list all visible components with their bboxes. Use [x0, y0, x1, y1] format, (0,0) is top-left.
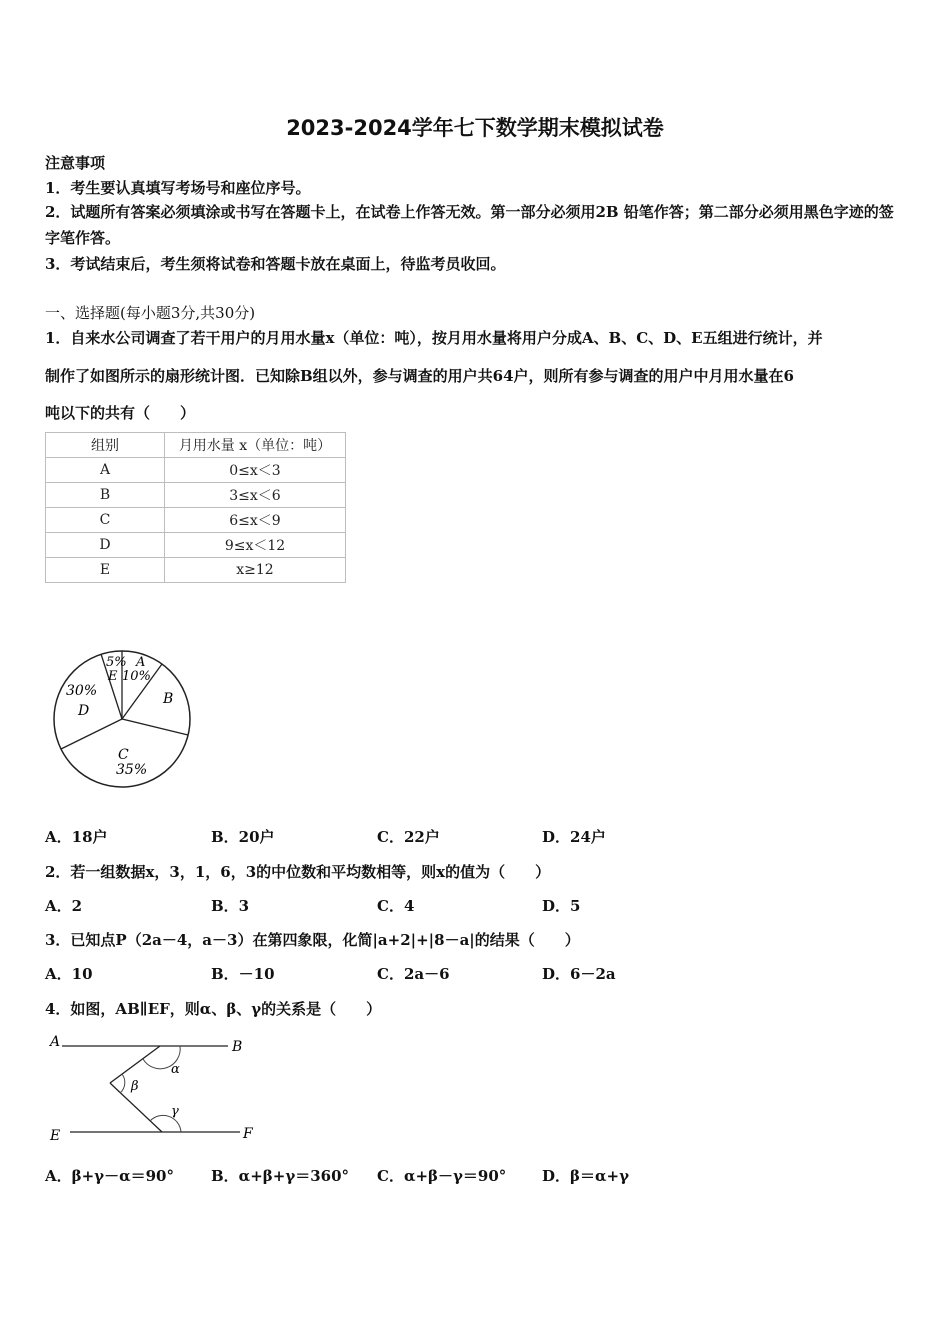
- table-row: [46, 533, 346, 558]
- point-label-f: F: [243, 1126, 253, 1142]
- q4-stem: 4．如图，AB∥EF，则α、β、γ的关系是（ ）: [45, 1000, 382, 1018]
- table-cell: 0≤x＜3: [165, 458, 346, 483]
- point-label-e: E: [50, 1128, 61, 1144]
- table-header: 月用水量 x（单位：吨）: [165, 433, 346, 458]
- q2-option-a[interactable]: A．2: [45, 897, 83, 915]
- table-header: 组别: [46, 433, 165, 458]
- q3-option-d[interactable]: D．6－2a: [542, 965, 616, 983]
- q1-option-c[interactable]: C．22户: [377, 828, 440, 846]
- q2-option-b[interactable]: B．3: [211, 897, 250, 915]
- q3-option-c[interactable]: C．2a－6: [377, 965, 450, 983]
- table-cell: C: [46, 508, 165, 533]
- pie-divider: [61, 719, 122, 749]
- pie-label-a-pct: 10%: [122, 669, 151, 684]
- q4-option-b[interactable]: B．α+β+γ＝360°: [211, 1167, 350, 1185]
- q4-option-a[interactable]: A．β+γ－α＝90°: [45, 1167, 174, 1185]
- q3-option-b[interactable]: B．－10: [211, 965, 275, 983]
- pie-label-e-pct: 5%: [106, 655, 127, 670]
- angle-label-alpha: α: [171, 1062, 180, 1077]
- pie-label-e-name: E: [108, 669, 118, 684]
- q3-stem: 3．已知点P（2a－4，a－3）在第四象限，化简|a+2|+|8－a|的结果（ ）: [45, 931, 580, 949]
- point-label-a: A: [50, 1034, 61, 1050]
- table-cell: x≥12: [165, 558, 346, 583]
- table-cell: 9≤x＜12: [165, 533, 346, 558]
- table-cell: 6≤x＜9: [165, 508, 346, 533]
- table-cell: E: [46, 558, 165, 583]
- group-table: [45, 432, 346, 583]
- table-cell: 3≤x＜6: [165, 483, 346, 508]
- angle-label-beta: β: [131, 1079, 139, 1094]
- q4-option-d[interactable]: D．β＝α+γ: [542, 1167, 629, 1185]
- parallel-lines-figure: [40, 1028, 270, 1148]
- page-title: 2023-2024学年七下数学期末模拟试卷: [286, 116, 664, 140]
- q2-stem: 2．若一组数据x，3，1，6，3的中位数和平均数相等，则x的值为（ ）: [45, 863, 551, 881]
- q1-stem-line-1: 1．自来水公司调查了若干用户的月用水量x（单位：吨），按月用水量将用户分成A、B、C、D、E五组进行统计，并: [45, 329, 823, 347]
- pie-divider: [122, 719, 188, 735]
- q1-option-d[interactable]: D．24户: [542, 828, 606, 846]
- table-row: [46, 558, 346, 583]
- pie-label-d-name: D: [78, 703, 90, 719]
- q3-option-a[interactable]: A．10: [45, 965, 93, 983]
- notice-heading: 注意事项: [45, 154, 106, 172]
- table-row: [46, 458, 346, 483]
- table-cell: B: [46, 483, 165, 508]
- pie-label-a-name: A: [136, 655, 146, 670]
- notice-item-2: 2．试题所有答案必须填涂或书写在答题卡上，在试卷上作答无效。第一部分必须用2B 铅笔作答；第二部分必须用黑色字迹的签字笔作答。: [45, 203, 894, 247]
- pie-label-c-pct: 35%: [116, 762, 148, 778]
- q1-option-b[interactable]: B．20户: [211, 828, 275, 846]
- point-label-b: B: [232, 1039, 243, 1055]
- table-header-row: [46, 433, 346, 458]
- angle-label-gamma: γ: [171, 1104, 179, 1119]
- section-heading: 一、选择题(每小题3分,共30分): [45, 304, 256, 322]
- table-row: [46, 483, 346, 508]
- table-row: [46, 508, 346, 533]
- q2-option-d[interactable]: D．5: [542, 897, 581, 915]
- pie-chart: [40, 640, 210, 800]
- q2-option-c[interactable]: C．4: [377, 897, 415, 915]
- q4-option-c[interactable]: C．α+β－γ＝90°: [377, 1167, 507, 1185]
- table-cell: D: [46, 533, 165, 558]
- pie-label-b-name: B: [163, 691, 174, 707]
- pie-label-c-name: C: [118, 747, 129, 763]
- pie-label-d-pct: 30%: [66, 683, 98, 699]
- q1-option-a[interactable]: A．18户: [45, 828, 108, 846]
- q1-stem-line-2: 制作了如图所示的扇形统计图．已知除B组以外，参与调查的用户共64户，则所有参与调查的用户中月用水量在6: [45, 367, 794, 385]
- q1-stem-line-3: 吨以下的共有（ ）: [45, 404, 196, 422]
- segment-upper: [110, 1046, 160, 1083]
- notice-item-3: 3．考试结束后，考生须将试卷和答题卡放在桌面上，待监考员收回。: [45, 255, 506, 273]
- table-cell: A: [46, 458, 165, 483]
- angle-beta-arc: [120, 1074, 125, 1093]
- notice-item-1: 1．考生要认真填写考场号和座位序号。: [45, 179, 311, 197]
